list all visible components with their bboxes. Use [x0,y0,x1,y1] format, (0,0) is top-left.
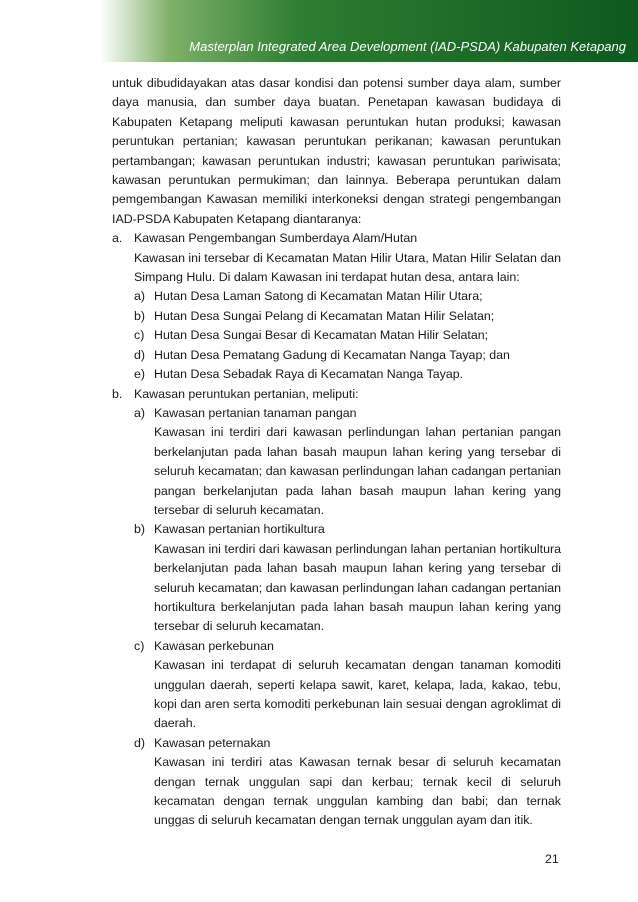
header-title: Masterplan Integrated Area Development (IAD-PSDA) Kabupaten Ketapang [189,39,626,54]
section-a-marker: a. [112,231,123,246]
section-b-title: Kawasan peruntukan pertanian, meliputi: [134,386,359,401]
list-item-body: Kawasan ini terdiri dari kawasan perlindungan lahan pertanian hortikultura berkelanjutan pada lahan basah maupun lahan kering yang tersebar di seluruh kecamatan; dan kawasan perlindungan lahan cadangan pertanian hortikultura berkelanjutan pada lahan basah maupun lahan kering yang tersebar di seluruh kecamatan. [154,541,561,634]
list-item [134,326,561,345]
list-item-text: Hutan Desa Sungai Pelang di Kecamatan Matan Hilir Selatan; [154,308,495,323]
list-item-body: Kawasan ini terdiri dari kawasan perlindungan lahan pertanian pangan berkelanjutan pada lahan basah maupun lahan kering yang tersebar di seluruh kecamatan; dan kawasan perlindungan lahan cadangan pertanian pangan berkelanjutan pada lahan basah maupun lahan kering yang tersebar di seluruh kecamatan. [154,425,561,517]
list-item [134,346,561,365]
list-item-marker: e) [134,367,146,382]
list-item-body: Kawasan ini terdapat di seluruh kecamatan dengan tanaman komoditi unggulan daerah, seperti kelapa sawit, karet, kelapa, lada, kakao, tebu, kopi dan aren serta komoditi perkebunan lain sesuai dengan agroklimat di daerah. [154,658,561,731]
list-item [134,287,561,306]
section-b-marker: b. [112,386,123,401]
list-item-marker: b) [134,308,146,323]
section-b-list [134,404,561,831]
list-item-body: Kawasan ini terdiri atas Kawasan ternak besar di seluruh kecamatan dengan ternak unggulan sapi dan kerbau; ternak kecil di seluruh kecamatan dengan ternak unggulan kambing dan babi; dan ternak unggas di seluruh kecamatan dengan ternak unggulan ayam dan itik. [154,755,561,828]
list-item-marker: c) [134,638,145,653]
section-a-title: Kawasan Pengembangan Sumberdaya Alam/Hutan [134,231,418,246]
list-item-title: Kawasan pertanian hortikultura [154,522,325,537]
list-item-text: Hutan Desa Sebadak Raya di Kecamatan Nanga Tayap. [154,367,464,382]
list-item-marker: d) [134,347,146,362]
list-item [134,734,561,831]
page-content [112,74,561,831]
list-item [134,307,561,326]
list-item [134,365,561,384]
list-item-text: Hutan Desa Pematang Gadung di Kecamatan Nanga Tayap; dan [154,347,510,362]
list-item-text: Hutan Desa Laman Satong di Kecamatan Matan Hilir Utara; [154,289,483,304]
list-item [134,520,561,636]
page-number: 21 [545,852,559,866]
list-item [134,637,561,734]
section-a-list [134,287,561,384]
list-item-marker: a) [134,405,146,420]
section-a [112,229,561,384]
header-bar [0,0,638,62]
list-item-marker: c) [134,328,145,343]
section-a-body: Kawasan ini tersebar di Kecamatan Matan Hilir Utara, Matan Hilir Selatan dan Simpang Hulu. Di dalam Kawasan ini terdapat hutan desa, antara lain: [134,250,561,285]
section-b [112,385,561,831]
list-item-marker: d) [134,735,146,750]
list-item-marker: b) [134,522,146,537]
list-item-marker: a) [134,289,146,304]
list-item [134,404,561,520]
intro-paragraph: untuk dibudidayakan atas dasar kondisi dan potensi sumber daya alam, sumber daya manusia, dan sumber daya buatan. Penetapan kawasan budidaya di Kabupaten Ketapang meliputi kawasan peruntukan hutan produksi; kawasan peruntukan pertanian; kawasan peruntukan perikanan; kawasan peruntukan pertambangan; kawasan peruntukan industri; kawasan peruntukan pariwisata; kawasan peruntukan permukiman; dan lainnya. Beberapa peruntukan dalam pemgembangan Kawasan memiliki interkoneksi dengan strategi pengembangan IAD-PSDA Kabupaten Ketapang diantaranya: [112,76,561,226]
list-item-title: Kawasan perkebunan [154,638,274,653]
list-item-title: Kawasan pertanian tanaman pangan [154,405,357,420]
list-item-title: Kawasan peternakan [154,735,271,750]
list-item-text: Hutan Desa Sungai Besar di Kecamatan Matan Hilir Selatan; [154,328,489,343]
